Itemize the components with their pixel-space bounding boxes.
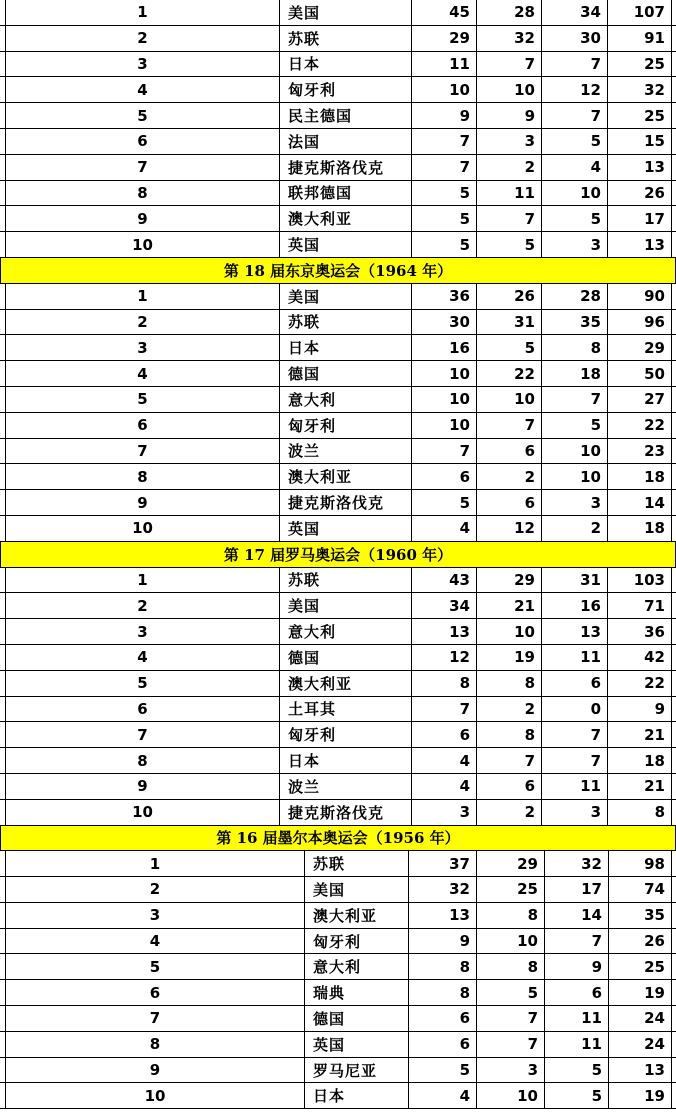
total-cell: 18 xyxy=(608,748,672,773)
country-cell: 美国 xyxy=(280,284,412,309)
country-cell: 法国 xyxy=(280,129,412,154)
silver-cell: 2 xyxy=(477,800,542,825)
rank-cell: 8 xyxy=(5,748,280,773)
gold-cell: 13 xyxy=(409,903,477,928)
bronze-cell: 30 xyxy=(542,26,608,51)
silver-cell: 11 xyxy=(477,181,542,206)
table-row xyxy=(0,877,676,903)
table-row xyxy=(0,722,676,748)
gold-cell: 7 xyxy=(412,129,477,154)
total-cell: 91 xyxy=(608,26,672,51)
table-row xyxy=(0,929,676,955)
silver-cell: 7 xyxy=(477,1032,545,1057)
country-cell: 波兰 xyxy=(280,439,412,464)
silver-cell: 5 xyxy=(477,335,542,360)
silver-cell: 2 xyxy=(477,464,542,489)
rank-cell: 9 xyxy=(5,1058,305,1083)
rank-cell: 9 xyxy=(5,490,280,515)
bronze-cell: 2 xyxy=(542,516,608,541)
country-cell: 日本 xyxy=(305,1083,409,1108)
gold-cell: 43 xyxy=(412,568,477,593)
bronze-cell: 5 xyxy=(542,413,608,438)
gold-cell: 3 xyxy=(412,800,477,825)
silver-cell: 6 xyxy=(477,490,542,515)
table-row xyxy=(0,464,676,490)
total-cell: 15 xyxy=(608,129,672,154)
total-cell: 26 xyxy=(608,181,672,206)
rank-cell: 9 xyxy=(5,774,280,799)
silver-cell: 10 xyxy=(477,387,542,412)
total-cell: 21 xyxy=(608,774,672,799)
gold-cell: 5 xyxy=(412,181,477,206)
silver-cell: 6 xyxy=(477,774,542,799)
rank-cell: 6 xyxy=(5,980,305,1005)
gold-cell: 5 xyxy=(412,232,477,257)
bronze-cell: 5 xyxy=(542,129,608,154)
table-row xyxy=(0,387,676,413)
country-cell: 美国 xyxy=(280,0,412,25)
total-cell: 18 xyxy=(608,464,672,489)
gold-cell: 9 xyxy=(412,103,477,128)
rank-cell: 9 xyxy=(5,206,280,231)
country-cell: 英国 xyxy=(280,232,412,257)
country-cell: 美国 xyxy=(280,593,412,618)
table-row xyxy=(0,516,676,542)
rank-cell: 1 xyxy=(5,851,305,876)
silver-cell: 28 xyxy=(477,0,542,25)
country-cell: 波兰 xyxy=(280,774,412,799)
silver-cell: 26 xyxy=(477,284,542,309)
bronze-cell: 6 xyxy=(545,980,609,1005)
gold-cell: 4 xyxy=(412,774,477,799)
gold-cell: 7 xyxy=(412,155,477,180)
silver-cell: 8 xyxy=(477,954,545,979)
country-cell: 意大利 xyxy=(280,387,412,412)
rank-cell: 7 xyxy=(5,439,280,464)
silver-cell: 10 xyxy=(477,929,545,954)
total-cell: 19 xyxy=(609,1083,672,1108)
total-cell: 35 xyxy=(609,903,672,928)
rank-cell: 3 xyxy=(5,619,280,644)
total-cell: 71 xyxy=(608,593,672,618)
rank-cell: 10 xyxy=(5,1083,305,1108)
total-cell: 13 xyxy=(608,232,672,257)
silver-cell: 22 xyxy=(477,361,542,386)
country-cell: 意大利 xyxy=(280,619,412,644)
country-cell: 澳大利亚 xyxy=(280,206,412,231)
silver-cell: 2 xyxy=(477,697,542,722)
bronze-cell: 34 xyxy=(542,0,608,25)
rank-cell: 3 xyxy=(5,903,305,928)
bronze-cell: 10 xyxy=(542,181,608,206)
total-cell: 24 xyxy=(609,1006,672,1031)
silver-cell: 3 xyxy=(477,1058,545,1083)
gold-cell: 4 xyxy=(409,1083,477,1108)
bronze-cell: 3 xyxy=(542,800,608,825)
gold-cell: 10 xyxy=(412,361,477,386)
total-cell: 25 xyxy=(609,954,672,979)
country-cell: 捷克斯洛伐克 xyxy=(280,490,412,515)
rank-cell: 4 xyxy=(5,929,305,954)
silver-cell: 12 xyxy=(477,516,542,541)
total-cell: 96 xyxy=(608,310,672,335)
gold-cell: 37 xyxy=(409,851,477,876)
country-cell: 日本 xyxy=(280,52,412,77)
total-cell: 17 xyxy=(608,206,672,231)
rank-cell: 7 xyxy=(5,155,280,180)
silver-cell: 25 xyxy=(477,877,545,902)
silver-cell: 32 xyxy=(477,26,542,51)
table-row xyxy=(0,26,676,52)
rank-cell: 5 xyxy=(5,671,280,696)
rank-cell: 8 xyxy=(5,181,280,206)
country-cell: 英国 xyxy=(305,1032,409,1057)
total-cell: 24 xyxy=(609,1032,672,1057)
table-row xyxy=(0,310,676,336)
rank-cell: 3 xyxy=(5,335,280,360)
country-cell: 德国 xyxy=(280,645,412,670)
bronze-cell: 11 xyxy=(545,1006,609,1031)
table-row xyxy=(0,619,676,645)
gold-cell: 9 xyxy=(409,929,477,954)
rank-cell: 4 xyxy=(5,361,280,386)
gold-cell: 29 xyxy=(412,26,477,51)
table-row xyxy=(0,903,676,929)
silver-cell: 8 xyxy=(477,903,545,928)
gold-cell: 6 xyxy=(409,1006,477,1031)
rank-cell: 6 xyxy=(5,697,280,722)
bronze-cell: 12 xyxy=(542,77,608,102)
bronze-cell: 3 xyxy=(542,232,608,257)
table-row xyxy=(0,181,676,207)
silver-cell: 5 xyxy=(477,980,545,1005)
country-cell: 瑞典 xyxy=(305,980,409,1005)
table-row xyxy=(0,0,676,26)
total-cell: 22 xyxy=(608,671,672,696)
bronze-cell: 7 xyxy=(542,52,608,77)
table-row xyxy=(0,1058,676,1084)
silver-cell: 6 xyxy=(477,439,542,464)
gold-cell: 8 xyxy=(409,954,477,979)
rank-cell: 1 xyxy=(5,284,280,309)
silver-cell: 7 xyxy=(477,52,542,77)
rank-cell: 8 xyxy=(5,464,280,489)
silver-cell: 8 xyxy=(477,671,542,696)
table-row xyxy=(0,568,676,594)
total-cell: 14 xyxy=(608,490,672,515)
gold-cell: 34 xyxy=(412,593,477,618)
gold-cell: 12 xyxy=(412,645,477,670)
gold-cell: 32 xyxy=(409,877,477,902)
silver-cell: 10 xyxy=(477,1083,545,1108)
gold-cell: 6 xyxy=(412,464,477,489)
silver-cell: 7 xyxy=(477,748,542,773)
silver-cell: 5 xyxy=(477,232,542,257)
total-cell: 22 xyxy=(608,413,672,438)
table-row xyxy=(0,490,676,516)
table-row xyxy=(0,155,676,181)
silver-cell: 2 xyxy=(477,155,542,180)
country-cell: 日本 xyxy=(280,748,412,773)
bronze-cell: 10 xyxy=(542,464,608,489)
rank-cell: 1 xyxy=(5,0,280,25)
silver-cell: 7 xyxy=(477,413,542,438)
total-cell: 50 xyxy=(608,361,672,386)
bronze-cell: 7 xyxy=(545,929,609,954)
country-cell: 苏联 xyxy=(280,568,412,593)
country-cell: 澳大利亚 xyxy=(305,903,409,928)
gold-cell: 4 xyxy=(412,748,477,773)
gold-cell: 10 xyxy=(412,387,477,412)
bronze-cell: 7 xyxy=(542,103,608,128)
table-row xyxy=(0,129,676,155)
rank-cell: 5 xyxy=(5,954,305,979)
table-row xyxy=(0,52,676,78)
bronze-cell: 11 xyxy=(545,1032,609,1057)
gold-cell: 16 xyxy=(412,335,477,360)
total-cell: 32 xyxy=(608,77,672,102)
table-row xyxy=(0,774,676,800)
rank-cell: 2 xyxy=(5,26,280,51)
bronze-cell: 11 xyxy=(542,645,608,670)
silver-cell: 29 xyxy=(477,568,542,593)
table-row xyxy=(0,645,676,671)
total-cell: 25 xyxy=(608,103,672,128)
bronze-cell: 35 xyxy=(542,310,608,335)
gold-cell: 45 xyxy=(412,0,477,25)
rank-cell: 7 xyxy=(5,722,280,747)
table-row xyxy=(0,1083,676,1109)
section-header: 第 16 届墨尔本奥运会（1956 年） xyxy=(0,826,676,852)
total-cell: 19 xyxy=(609,980,672,1005)
table-row xyxy=(0,103,676,129)
gold-cell: 30 xyxy=(412,310,477,335)
silver-cell: 29 xyxy=(477,851,545,876)
rank-cell: 5 xyxy=(5,103,280,128)
rank-cell: 5 xyxy=(5,387,280,412)
rank-cell: 1 xyxy=(5,568,280,593)
rank-cell: 10 xyxy=(5,516,280,541)
country-cell: 苏联 xyxy=(305,851,409,876)
total-cell: 74 xyxy=(609,877,672,902)
bronze-cell: 32 xyxy=(545,851,609,876)
total-cell: 42 xyxy=(608,645,672,670)
total-cell: 18 xyxy=(608,516,672,541)
total-cell: 36 xyxy=(608,619,672,644)
gold-cell: 4 xyxy=(412,516,477,541)
silver-cell: 10 xyxy=(477,77,542,102)
table-row xyxy=(0,954,676,980)
table-row xyxy=(0,439,676,465)
gold-cell: 10 xyxy=(412,77,477,102)
table-row xyxy=(0,851,676,877)
bronze-cell: 31 xyxy=(542,568,608,593)
total-cell: 98 xyxy=(609,851,672,876)
bronze-cell: 6 xyxy=(542,671,608,696)
gold-cell: 11 xyxy=(412,52,477,77)
bronze-cell: 17 xyxy=(545,877,609,902)
gold-cell: 6 xyxy=(409,1032,477,1057)
country-cell: 匈牙利 xyxy=(280,413,412,438)
rank-cell: 10 xyxy=(5,800,280,825)
table-row xyxy=(0,671,676,697)
gold-cell: 10 xyxy=(412,413,477,438)
bronze-cell: 8 xyxy=(542,335,608,360)
bronze-cell: 11 xyxy=(542,774,608,799)
gold-cell: 5 xyxy=(412,490,477,515)
rank-cell: 4 xyxy=(5,77,280,102)
country-cell: 意大利 xyxy=(305,954,409,979)
country-cell: 德国 xyxy=(280,361,412,386)
bronze-cell: 13 xyxy=(542,619,608,644)
bronze-cell: 3 xyxy=(542,490,608,515)
total-cell: 8 xyxy=(608,800,672,825)
bronze-cell: 7 xyxy=(542,387,608,412)
silver-cell: 7 xyxy=(477,206,542,231)
country-cell: 捷克斯洛伐克 xyxy=(280,155,412,180)
rank-cell: 3 xyxy=(5,52,280,77)
table-row xyxy=(0,1032,676,1058)
gold-cell: 13 xyxy=(412,619,477,644)
total-cell: 107 xyxy=(608,0,672,25)
table-row xyxy=(0,1006,676,1032)
gold-cell: 7 xyxy=(412,439,477,464)
bronze-cell: 5 xyxy=(545,1083,609,1108)
total-cell: 29 xyxy=(608,335,672,360)
table-row xyxy=(0,593,676,619)
country-cell: 土耳其 xyxy=(280,697,412,722)
gold-cell: 5 xyxy=(409,1058,477,1083)
total-cell: 13 xyxy=(608,155,672,180)
total-cell: 21 xyxy=(608,722,672,747)
rank-cell: 8 xyxy=(5,1032,305,1057)
rank-cell: 6 xyxy=(5,413,280,438)
total-cell: 90 xyxy=(608,284,672,309)
country-cell: 捷克斯洛伐克 xyxy=(280,800,412,825)
country-cell: 澳大利亚 xyxy=(280,464,412,489)
table-row xyxy=(0,748,676,774)
country-cell: 英国 xyxy=(280,516,412,541)
table-row xyxy=(0,413,676,439)
table-row xyxy=(0,206,676,232)
table-row xyxy=(0,361,676,387)
bronze-cell: 0 xyxy=(542,697,608,722)
bronze-cell: 18 xyxy=(542,361,608,386)
country-cell: 美国 xyxy=(305,877,409,902)
rank-cell: 2 xyxy=(5,877,305,902)
total-cell: 27 xyxy=(608,387,672,412)
table-row xyxy=(0,232,676,258)
silver-cell: 19 xyxy=(477,645,542,670)
gold-cell: 36 xyxy=(412,284,477,309)
gold-cell: 6 xyxy=(412,722,477,747)
bronze-cell: 28 xyxy=(542,284,608,309)
country-cell: 匈牙利 xyxy=(280,77,412,102)
country-cell: 苏联 xyxy=(280,310,412,335)
silver-cell: 21 xyxy=(477,593,542,618)
silver-cell: 31 xyxy=(477,310,542,335)
table-row xyxy=(0,980,676,1006)
section-header: 第 18 届东京奥运会（1964 年） xyxy=(0,258,676,284)
bronze-cell: 4 xyxy=(542,155,608,180)
table-row xyxy=(0,800,676,826)
bronze-cell: 16 xyxy=(542,593,608,618)
bronze-cell: 5 xyxy=(542,206,608,231)
total-cell: 9 xyxy=(608,697,672,722)
silver-cell: 7 xyxy=(477,1006,545,1031)
table-row xyxy=(0,697,676,723)
country-cell: 日本 xyxy=(280,335,412,360)
country-cell: 匈牙利 xyxy=(305,929,409,954)
total-cell: 25 xyxy=(608,52,672,77)
country-cell: 苏联 xyxy=(280,26,412,51)
rank-cell: 7 xyxy=(5,1006,305,1031)
gold-cell: 7 xyxy=(412,697,477,722)
silver-cell: 9 xyxy=(477,103,542,128)
country-cell: 澳大利亚 xyxy=(280,671,412,696)
total-cell: 26 xyxy=(609,929,672,954)
gold-cell: 5 xyxy=(412,206,477,231)
rank-cell: 4 xyxy=(5,645,280,670)
section-header: 第 17 届罗马奥运会（1960 年） xyxy=(0,542,676,568)
bronze-cell: 14 xyxy=(545,903,609,928)
country-cell: 民主德国 xyxy=(280,103,412,128)
gold-cell: 8 xyxy=(409,980,477,1005)
rank-cell: 2 xyxy=(5,593,280,618)
silver-cell: 10 xyxy=(477,619,542,644)
silver-cell: 8 xyxy=(477,722,542,747)
bronze-cell: 10 xyxy=(542,439,608,464)
rank-cell: 10 xyxy=(5,232,280,257)
country-cell: 匈牙利 xyxy=(280,722,412,747)
table-row xyxy=(0,77,676,103)
total-cell: 13 xyxy=(609,1058,672,1083)
silver-cell: 3 xyxy=(477,129,542,154)
table-row xyxy=(0,284,676,310)
rank-cell: 6 xyxy=(5,129,280,154)
rank-cell: 2 xyxy=(5,310,280,335)
bronze-cell: 5 xyxy=(545,1058,609,1083)
country-cell: 德国 xyxy=(305,1006,409,1031)
country-cell: 联邦德国 xyxy=(280,181,412,206)
bronze-cell: 7 xyxy=(542,748,608,773)
total-cell: 103 xyxy=(608,568,672,593)
table-row xyxy=(0,335,676,361)
bronze-cell: 9 xyxy=(545,954,609,979)
gold-cell: 8 xyxy=(412,671,477,696)
country-cell: 罗马尼亚 xyxy=(305,1058,409,1083)
total-cell: 23 xyxy=(608,439,672,464)
bronze-cell: 7 xyxy=(542,722,608,747)
